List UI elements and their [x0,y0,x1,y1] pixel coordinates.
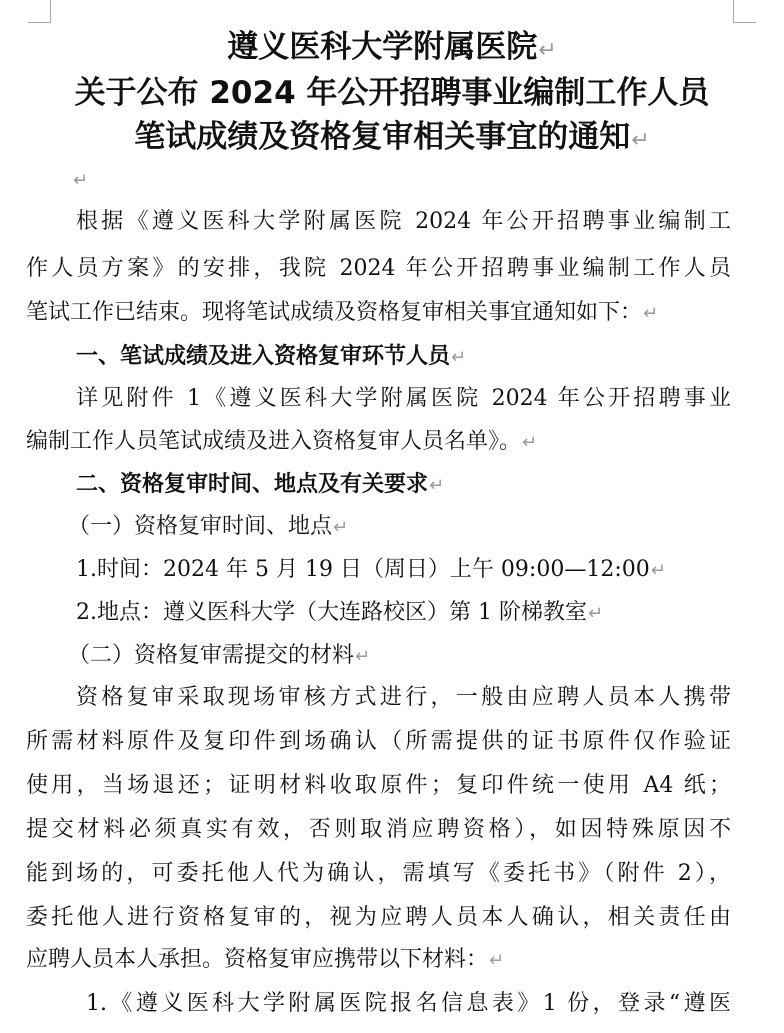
paragraph-mark-icon: ↵ [429,475,445,496]
paragraph-mark-icon: ↵ [538,38,557,63]
title-hospital-name: 遵义医科大学附属医院↵ [227,29,557,65]
intro-line-2: 作人员方案》的安排，我院 2024 年公开招聘事业编制工作人员 [26,256,731,281]
materials-line-5: 能到场的，可委托他人代为确认，需填写《委托书》（附件 2）， [26,861,731,886]
subsection-heading-2: （二）资格复审需提交的材料↵ [68,643,371,668]
empty-paragraph [72,163,88,198]
material-item-1: 1.《遵义医科大学附属医院报名信息表》1 份，登录“遵医 [86,991,731,1016]
paragraph-mark-icon: ↵ [489,950,505,971]
section-heading-1: 一、笔试成绩及进入资格复审环节人员↵ [76,343,467,369]
materials-line-2: 所需材料原件及复印件到场确认（所需提供的证书原件仅作验证 [26,729,731,754]
subsection-heading-1: （一）资格复审时间、地点↵ [68,514,349,539]
materials-line-4: 提交材料必须真实有效，否则取消应聘资格），如因特殊原因不 [26,817,731,842]
paragraph-mark-icon: ↵ [650,560,666,581]
place-line: 2.地点：遵义医科大学（大连路校区）第 1 阶梯教室↵ [76,600,604,625]
section1-line-2: 编制工作人员笔试成绩及进入资格复审人员名单》。↵ [26,429,538,454]
paragraph-mark-icon: ↵ [73,170,89,191]
paragraph-mark-icon: ↵ [587,603,604,624]
materials-line-3: 使用，当场退还；证明材料收取原件；复印件统一使用 A4 纸； [26,773,731,798]
paragraph-mark-icon: ↵ [451,347,467,368]
paragraph-mark-icon: ↵ [643,303,659,324]
paragraph-mark-icon: ↵ [333,517,349,538]
intro-line-3: 笔试工作已结束。现将笔试成绩及资格复审相关事宜通知如下：↵ [26,300,659,325]
paragraph-mark-icon: ↵ [522,432,538,453]
title-announcement: 关于公布 2024 年公开招聘事业编制工作人员 [74,75,710,111]
paragraph-mark-icon: ↵ [355,646,371,667]
page-corner-mark-left [28,0,51,23]
materials-line-7: 应聘人员本人承担。资格复审应携带以下材料：↵ [26,947,505,972]
section-heading-2: 二、资格复审时间、地点及有关要求↵ [76,471,445,497]
paragraph-mark-icon: ↵ [631,128,650,153]
time-line: 1.时间：2024 年 5 月 19 日（周日）上午 09:00—12:00↵ [76,557,666,582]
title-subject: 笔试成绩及资格复审相关事宜的通知↵ [134,119,650,155]
section1-line-1: 详见附件 1《遵义医科大学附属医院 2024 年公开招聘事业 [76,386,731,411]
page-corner-mark-right [733,0,756,23]
materials-line-6: 委托他人进行资格复审的，视为应聘人员本人确认，相关责任由 [26,905,731,930]
materials-line-1: 资格复审采取现场审核方式进行，一般由应聘人员本人携带 [76,685,731,710]
intro-line-1: 根据《遵义医科大学附属医院 2024 年公开招聘事业编制工 [76,209,731,234]
